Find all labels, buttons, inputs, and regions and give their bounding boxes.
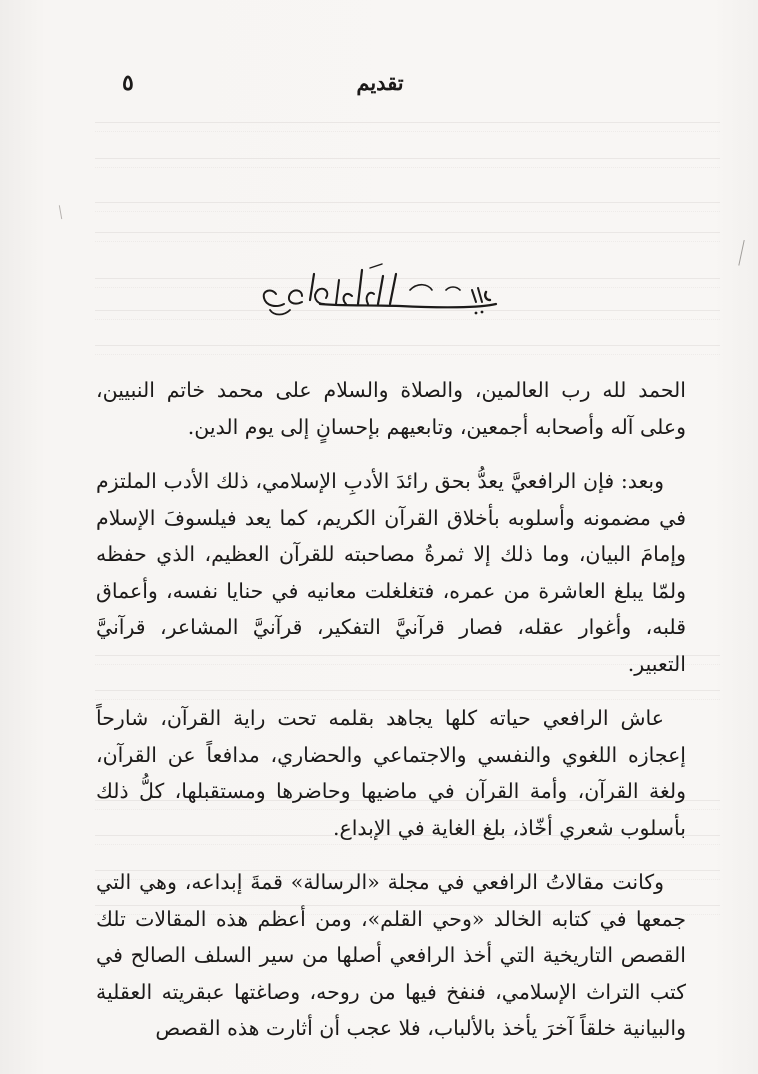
margin-pencil-mark: [59, 205, 64, 219]
bleed-through-line: [95, 122, 720, 132]
page-header: [90, 68, 670, 108]
bleed-through-line: [95, 232, 720, 242]
bleed-through-line: [95, 158, 720, 168]
paragraph-opening: الحمد لله رب العالمين، والصلاة والسلام على محمد خاتم النبيين، وعلى آله وأصحابه أجمعين، وتابعيهم بإحسانٍ إلى يوم الدين.: [96, 378, 686, 439]
page-number: ٥: [122, 70, 134, 96]
paragraph: وكانت مقالاتُ الرافعي في مجلة «الرسالة» قمةَ إبداعه، وهي التي جمعها في كتابه الخالد «وحي القلم»، ومن أعظم هذه المقالات تلك القصص التاريخية التي أخذ الرافعي أصلها من سير السلف الصالح في كتب التراث الإسلامي، فنفخ فيها من روحه، وصاغتها عبقريته العقلية والبيانية خلقاً آخرَ يأخذ بالألباب، فلا عجب أن أثارت هذه القصص: [96, 870, 686, 1040]
paragraph: وبعد: فإن الرافعيَّ يعدُّ بحق رائدَ الأدبِ الإسلامي، ذلك الأدب الملتزم في مضمونه وأسلوبه بأخلاق القرآن الكريم، كما يعد فيلسوفَ الإسلام وإمامَ البيان، وما ذلك إلا ثمرةُ مصاحبته للقرآن العظيم، الذي حفظه ولمّا يبلغ العاشرة من عمره، فتغلغلت معانيه في حنايا نفسه، وأعماق قلبه، وأغوار عقله، فصار قرآنيَّ التفكير، قرآنيَّ المشاعر، قرآنيَّ التعبير.: [96, 469, 686, 676]
basmala-calligraphy-graphic: [250, 260, 500, 324]
margin-pencil-mark: [738, 240, 746, 266]
running-title: تقديم: [356, 70, 404, 95]
body-text: [96, 372, 686, 1065]
bleed-through-line: [95, 345, 720, 355]
basmala-calligraphy: [250, 260, 500, 324]
bleed-through-line: [95, 202, 720, 212]
paragraph: عاش الرافعي حياته كلها يجاهد بقلمه تحت راية القرآن، شارحاً إعجازه اللغوي والنفسي والاجتماعي والحضاري، مدافعاً عن القرآن، ولغة القرآن، وأمة القرآن في ماضيها وحاضرها ومستقبلها، كلُّ ذلك بأسلوب شعري أخّاذ، بلغ الغاية في الإبداع.: [96, 706, 686, 840]
